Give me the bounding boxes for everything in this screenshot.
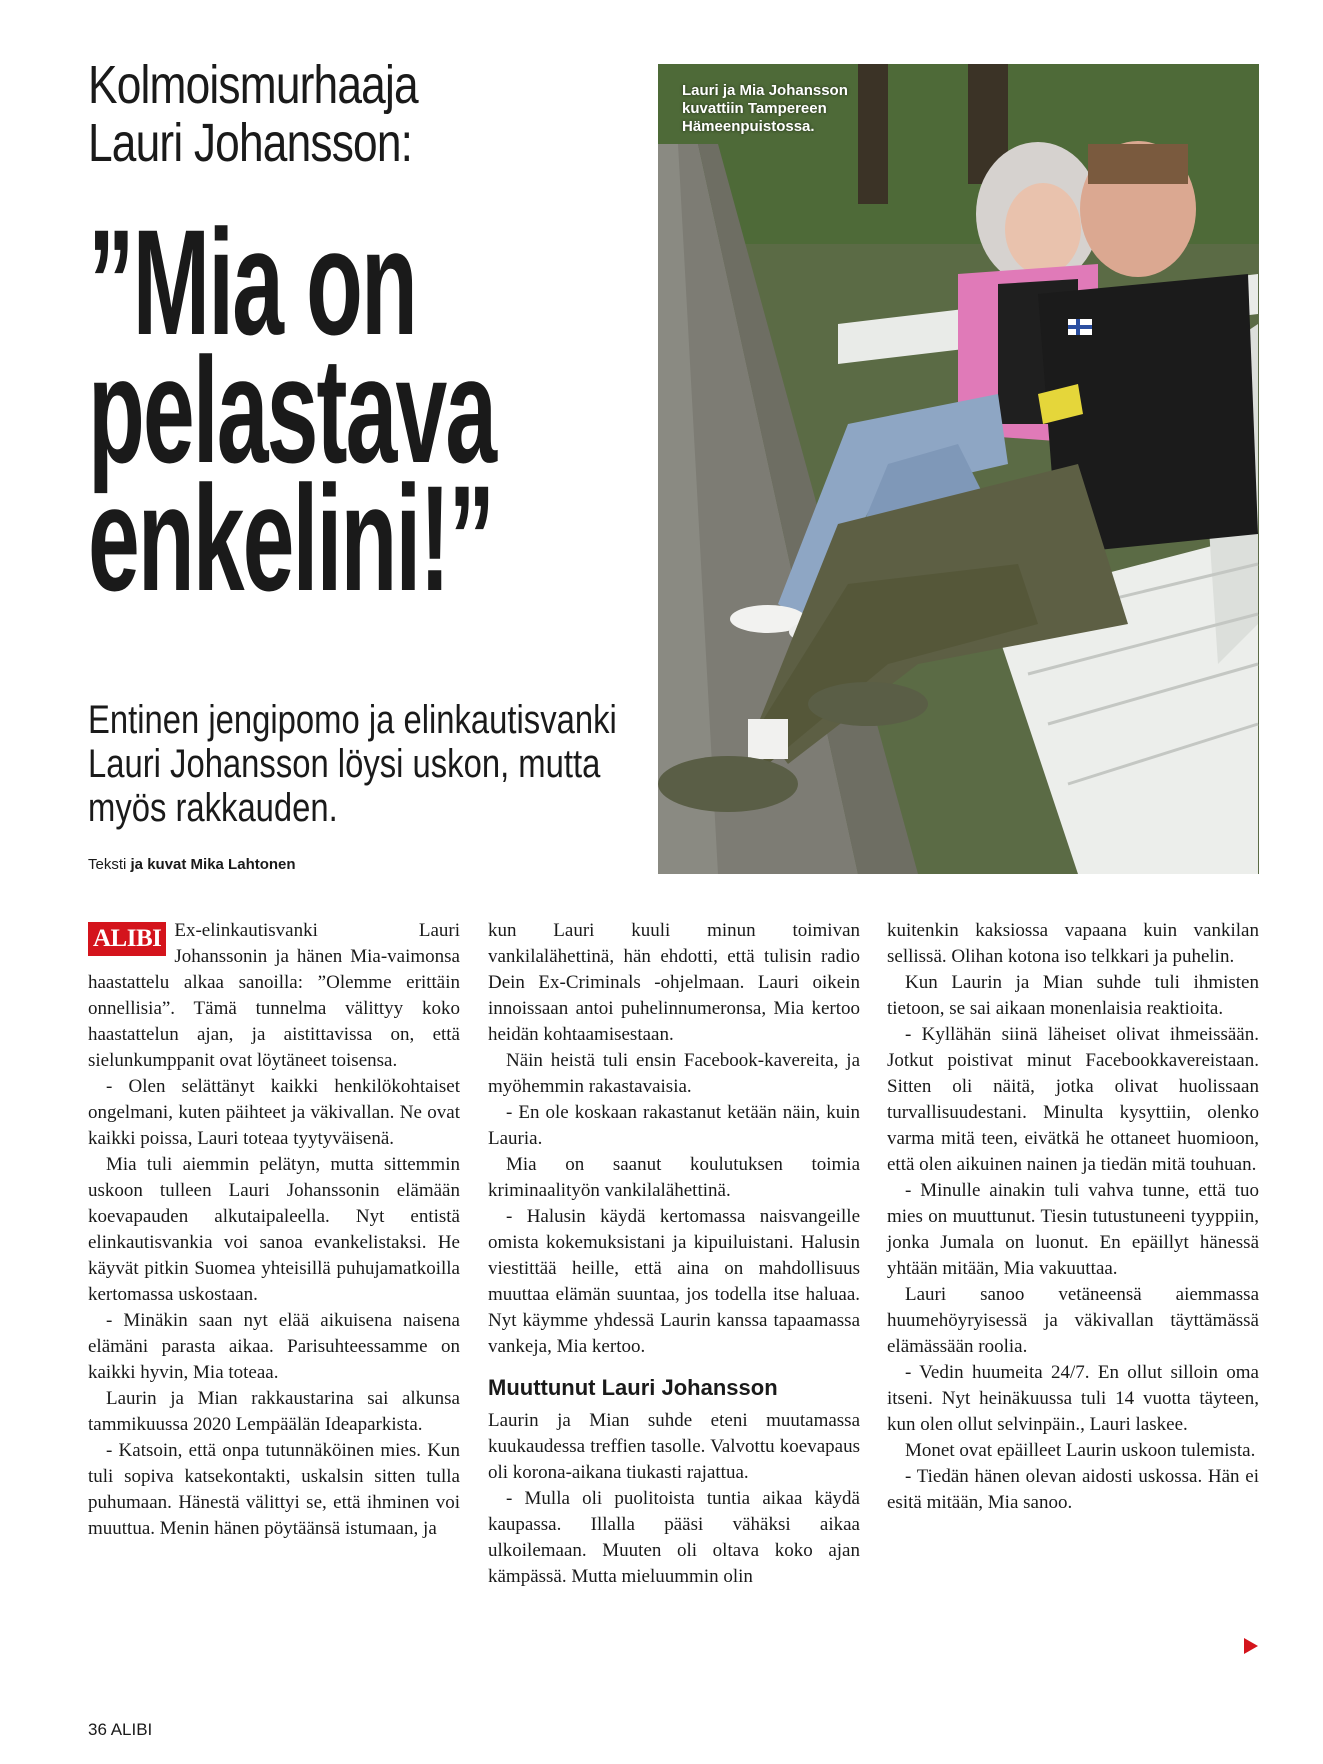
paragraph: Mia tuli aiemmin pelätyn, mutta sittemmin uskoon tulleen Lauri Johanssonin elämään koevapauden alkutaipaleella. Nyt entistä elinkautisvankia voi sanoa evankelistaksi. He käyvät pitkin Suomea yhteisillä puhujamatkoilla kertomassa uskostaan. [88,1154,460,1305]
byline [88,856,296,873]
headline-line: ”Mia on [88,198,416,366]
paragraph: - Tiedän hänen olevan aidosti uskossa. Hän ei esitä mitään, Mia sanoo. [887,1466,1259,1513]
paragraph: - Mulla oli puolitoista tuntia aikaa käydä kaupassa. Illalla pääsi vähäksi aikaa ulkoilemaan. Muuten oli oltava koko ajan kämpässä. Mutta mieluummin olin [488,1488,860,1587]
kicker-line: Kolmoismurhaaja [88,55,418,115]
lede-line: myös rakkauden. [88,786,338,830]
paragraph [88,918,460,1074]
caption-line: Lauri ja Mia Johansson [682,82,848,99]
article-column-1 [88,918,460,1542]
paragraph: Näin heistä tuli ensin Facebook-kavereita, ja myöhemmin rakastavaisia. [488,1050,860,1097]
photo-illustration [658,64,1259,874]
lede-line: Entinen jengipomo ja elinkautisvanki [88,698,617,742]
continue-arrow-icon [1244,1638,1258,1654]
kicker-line: Lauri Johansson: [88,113,413,173]
paragraph: Laurin ja Mian rakkaustarina sai alkunsa tammikuussa 2020 Lempäälän Ideaparkista. [88,1388,460,1435]
article-column-2 [488,918,860,1590]
paragraph: - Olen selättänyt kaikki henkilökohtaiset ongelmani, kuten päihteet ja väkivallan. Ne ovat kaikki poissa, Lauri toteaa tyytyväisenä. [88,1076,460,1149]
page-folio: 36 ALIBI [88,1720,153,1739]
lede [88,698,662,830]
paragraph: - Minäkin saan nyt elää aikuisena naisena elämäni parasta aikaa. Parisuhteessamme on kaikki hyvin, Mia toteaa. [88,1310,460,1383]
subheading: Muuttunut Lauri Johansson [488,1375,778,1400]
paragraph: - En ole koskaan rakastanut ketään näin, kuin Lauria. [488,1102,860,1149]
headline [88,198,522,622]
paragraph: - Halusin käydä kertomassa naisvangeille omista kokemuksistani ja kipuiluistani. Halusin viestittää heille, että aina on mahdollisuus muuttaa elämän suuntaa, jos todella itse haluaa. Nyt käymme yhdessä Laurin kanssa tapaamassa vankeja, Mia kertoo. [488,1206,860,1357]
headline-line: enkelini!” [88,454,494,622]
paragraph: - Kyllähän siinä läheiset olivat ihmeissään. Jotkut poistivat minut Facebookkavereistaan. Sitten oli näitä, jotka olivat huolissaan turvallisuudestani. Minulta kysyttiin, olenko varma mitä teen, eivätkä he ottaneet huomioon, että olen aikuinen nainen ja tiedän mitä touhuan. [887,1024,1259,1175]
paragraph: Mia on saanut koulutuksen toimia kriminaalityön vankilalähettinä. [488,1154,860,1201]
paragraph-text: Ex-elinkautisvanki Lauri Johanssonin ja hänen Mia-vaimonsa haastattelu alkaa sanoilla: ”Olemme erittäin onnellisia”. Tämä tunnelma välittyy koko haastattelun ajan, ja aistittavissa on, että sielunkumppanit ovat löytäneet toisensa. [88,920,460,1071]
article-column-3 [887,918,1259,1516]
paragraph: Laurin ja Mian suhde eteni muutamassa kuukaudessa treffien tasolle. Valvottu koevapaus oli korona-aikana tiukasti rajattua. [488,1410,860,1483]
paragraph: Kun Laurin ja Mian suhde tuli ihmisten tietoon, se sai aikaan monenlaisia reaktioita. [887,972,1259,1019]
paragraph: Monet ovat epäilleet Laurin uskoon tulemista. [905,1440,1256,1461]
paragraph: kuitenkin kaksiossa vapaana kuin vankilan sellissä. Olihan kotona iso telkkari ja puhelin. [887,920,1259,967]
article-photo [658,64,1259,874]
photo-caption [682,82,942,136]
alibi-logo: ALIBI [88,922,166,956]
byline-prefix: Teksti [88,856,131,873]
paragraph: - Minulle ainakin tuli vahva tunne, että tuo mies on muuttunut. Tiesin tutustuneeni tyyppiin, jonka Jumala on luonut. En epäillyt hänessä yhtään mitään, Mia vakuuttaa. [887,1180,1259,1279]
paragraph: kun Lauri kuuli minun toimivan vankilalähettinä, hän ehdotti, että tulisin radio Dein Ex-Criminals -ohjelmaan. Lauri oikein innoissaan antoi puhelinnumeronsa, Mia kertoo heidän kohtaamisestaan. [488,920,860,1045]
paragraph: - Katsoin, että onpa tutunnäköinen mies. Kun tuli sopiva katsekontakti, uskalsin sitten tulla puhumaan. Hänestä välittyi se, että ihminen voi muuttua. Menin hänen pöytäänsä istumaan, ja [88,1440,460,1539]
paragraph: - Vedin huumeita 24/7. En ollut silloin oma itseni. Nyt heinäkuussa tuli 14 vuotta täyteen, kun olen ollut selvinpäin., Lauri laskee. [887,1362,1259,1435]
caption-line: kuvattiin Tampereen [682,100,827,117]
paragraph: Lauri sanoo vetäneensä aiemmassa huumehöyryisessä ja väkivallan täyttämässä elämässään roolia. [887,1284,1259,1357]
byline-author: ja kuvat Mika Lahtonen [130,856,296,873]
lede-line: Lauri Johansson löysi uskon, mutta [88,742,601,786]
kicker [88,56,547,172]
caption-line: Hämeenpuistossa. [682,118,815,135]
headline-line: pelastava [88,326,496,494]
